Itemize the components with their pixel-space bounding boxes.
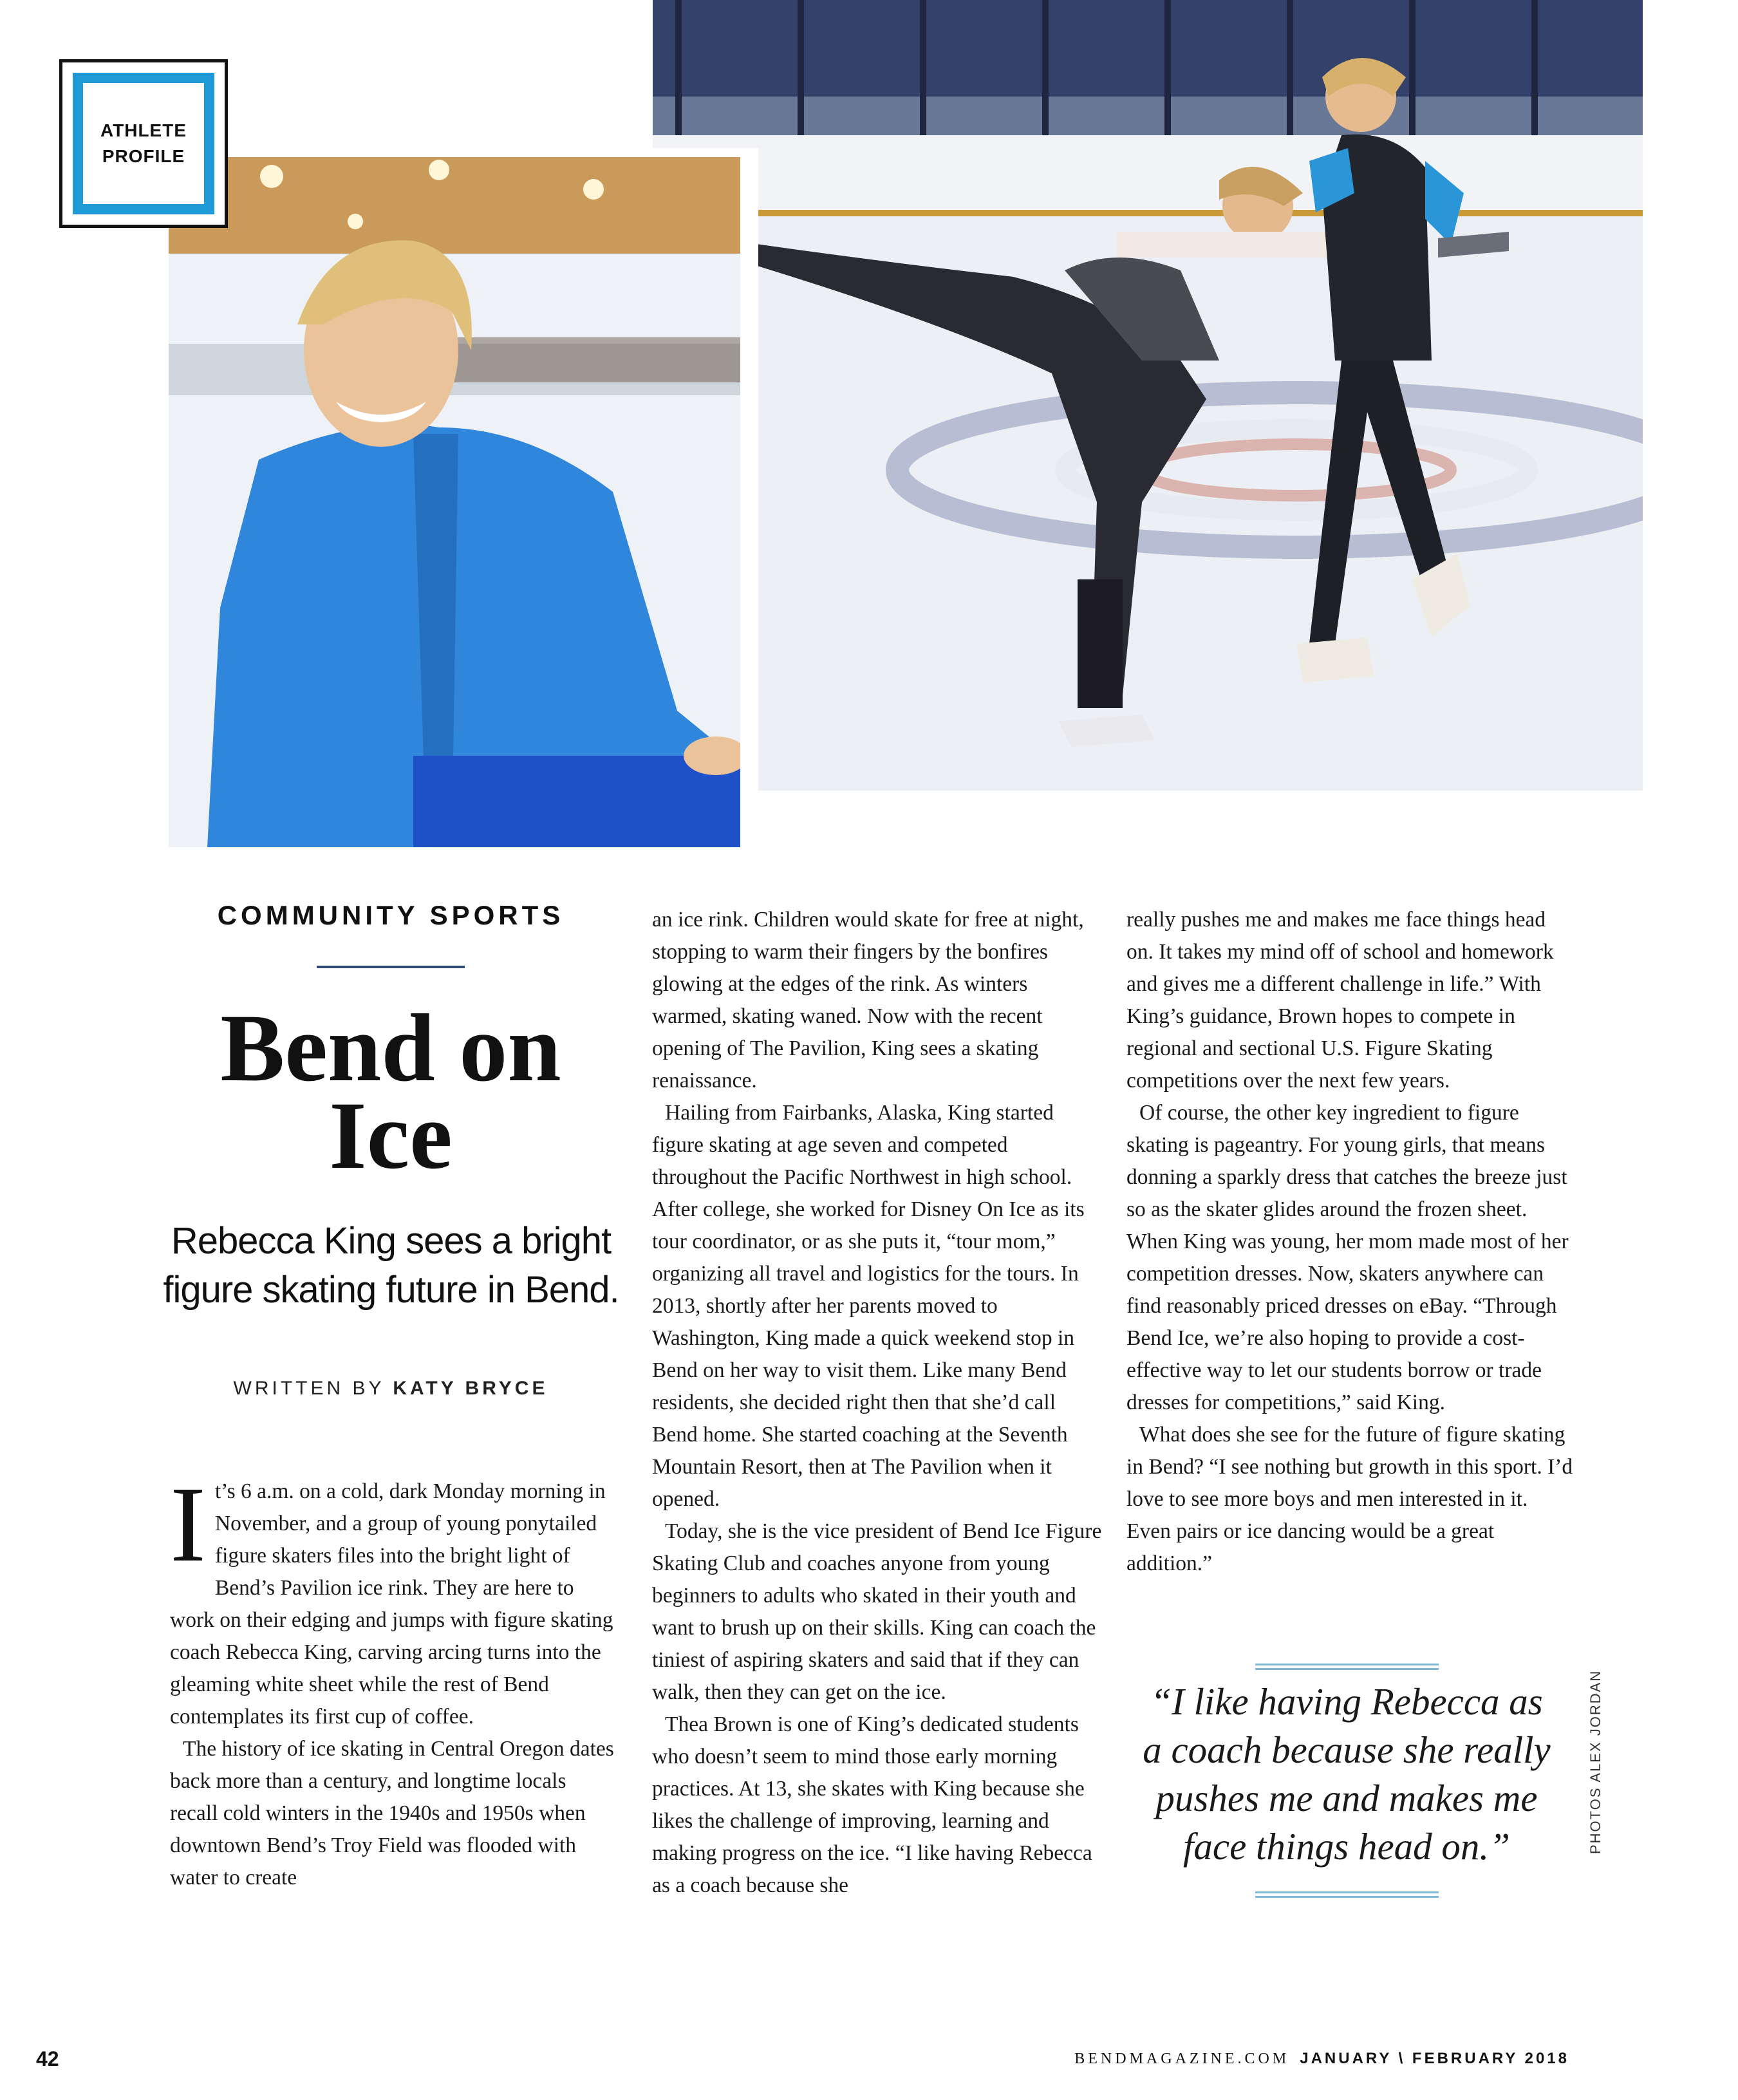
pullquote-line-3: pushes me and makes me — [1155, 1777, 1538, 1819]
photo-skating-lesson-art — [653, 0, 1643, 791]
article-paragraph: What does she see for the future of figure skating in Bend? “I see nothing but growth in this sport. I’d love to see more boys and men interested in it. Even pairs or ice dancing would be a great addition.” — [1126, 1423, 1573, 1575]
article-paragraph: Hailing from Fairbanks, Alaska, King started figure skating at age seven and competed throughout the Pacific Northwest in high school. After college, she worked for Disney On Ice as its tour coordinator, or as she puts it, “tour mom,” organizing all travel and logistics for the tours. In 2013, shortly after her parents moved to Washington, King made a quick weekend stop in Bend on her way to visit them. Like many Bend residents, she decided right then that she’d call Bend home. She started coaching at the Seventh Mountain Resort, then at The Pavilion when it opened. — [652, 1101, 1085, 1511]
subheadline-line-2: figure skating future in Bend. — [163, 1269, 619, 1311]
section-label: COMMUNITY SPORTS — [217, 900, 565, 930]
photo-credit: PHOTOS ALEX JORDAN — [1587, 1669, 1603, 1854]
article-paragraph: an ice rink. Children would skate for free at night, stopping to warm their fingers by the bonfires glowing at the edges of the rink. As winters warmed, skating waned. Now with the recent opening of The Pavilion, King sees a skating renaissance. — [652, 908, 1084, 1092]
footer-publication — [1074, 2050, 1569, 2068]
photo-rebecca-king-portrait — [169, 157, 740, 847]
section-rule — [317, 966, 465, 968]
headline-line-2: Ice — [329, 1082, 453, 1189]
athlete-profile-badge — [59, 59, 228, 228]
footer-site: BENDMAGAZINE.COM — [1074, 2050, 1290, 2067]
byline-author: KATY BRYCE — [393, 1378, 548, 1399]
byline — [169, 1378, 613, 1400]
pullquote-rule-bottom — [1255, 1891, 1439, 1898]
page-number: 42 — [36, 2047, 59, 2070]
article-paragraph — [170, 1465, 614, 1733]
badge-inner — [73, 73, 214, 214]
photo-portrait-art — [169, 157, 740, 847]
pullquote-line-2: a coach because she really — [1143, 1729, 1551, 1771]
subheadline-line-1: Rebecca King sees a bright — [171, 1220, 612, 1262]
article-paragraph: Thea Brown is one of King’s dedicated students who doesn’t seem to mind those early morning practices. At 13, she skates with King because she likes the challenge of improving, learning and making progress on the ice. “I like having Rebecca as a coach because she — [652, 1712, 1092, 1897]
pullquote-rule-top — [1255, 1664, 1439, 1670]
article-column-1 — [170, 1465, 614, 1894]
headline-line-1: Bend on — [220, 995, 561, 1102]
pullquote-line-4: face things head on.” — [1182, 1825, 1510, 1868]
paragraph-text: t’s 6 a.m. on a cold, dark Monday morning in November, and a group of young ponytailed figure skaters files into the bright light of Bend’s Pavilion ice rink. They are here to work on their edging and jumps with figure skating coach Rebecca King, carving arcing turns into the gleaming white sheet while the rest of Bend contemplates its first cup of coffee. — [170, 1479, 613, 1729]
pullquote-line-1: “I like having Rebecca as — [1150, 1680, 1543, 1723]
article-paragraph: Of course, the other key ingredient to figure skating is pageantry. For young girls, that means donning a sparkly dress that catches the breeze just so as the skater glides around the frozen sheet. When King was young, her mom made most of her competition dresses. Now, skaters anywhere can find reasonably priced dresses on eBay. “Through Bend Ice, we’re also hoping to provide a cost-effective way to let our students borrow or trade dresses for competitions,” said King. — [1126, 1101, 1569, 1414]
article-column-2 — [652, 904, 1103, 1902]
article-paragraph: The history of ice skating in Central Oregon dates back more than a century, and longtime locals recall cold winters in the 1940s and 1950s when downtown Bend’s Troy Field was flooded with water to create — [170, 1737, 614, 1889]
photo-skating-lesson — [653, 0, 1643, 791]
badge-line-2: PROFILE — [102, 146, 185, 166]
article-paragraph: really pushes me and makes me face things head on. It takes my mind off of school and homework and gives me a different challenge in life.” With King’s guidance, Brown hopes to compete in regional and sectional U.S. Figure Skating competitions over the next few years. — [1126, 908, 1554, 1092]
pull-quote — [1120, 1678, 1573, 1871]
subheadline — [154, 1217, 628, 1315]
article-paragraph: Today, she is the vice president of Bend Ice Figure Skating Club and coaches anyone from young beginners to adults who skated in their youth and want to brush up on their skills. King can coach the tiniest of aspiring skaters and said that if they can walk, then they can get on the ice. — [652, 1519, 1102, 1704]
drop-cap: I — [170, 1465, 206, 1584]
headline — [169, 995, 613, 1189]
byline-prefix: WRITTEN BY — [233, 1378, 384, 1399]
badge-line-1: ATHLETE — [100, 120, 187, 140]
article-column-3 — [1126, 904, 1577, 1580]
footer-issue-date: JANUARY \ FEBRUARY 2018 — [1300, 2050, 1569, 2067]
